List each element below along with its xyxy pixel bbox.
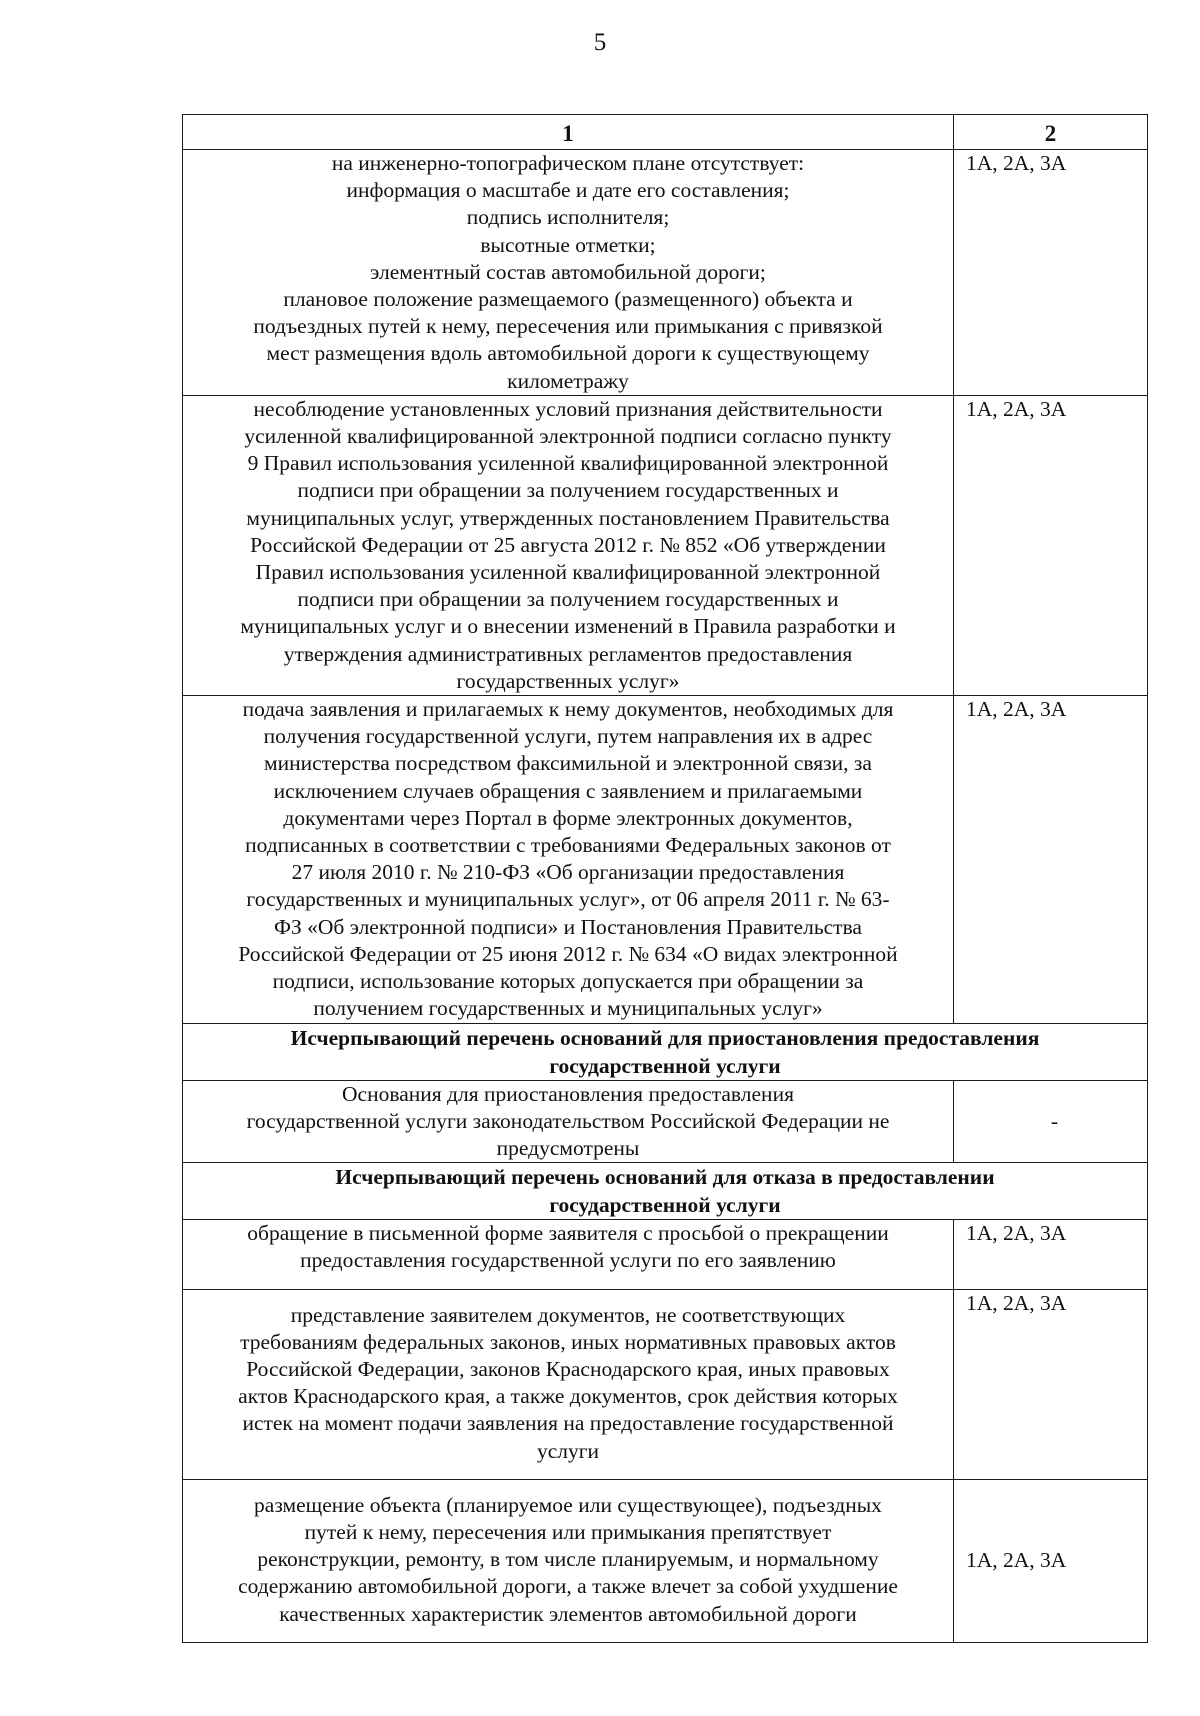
text-line: размещение объекта (планируемое или существующее), подъездных <box>254 1492 882 1517</box>
text-line: Российской Федерации от 25 августа 2012 г. № 852 «Об утверждении <box>250 532 886 557</box>
section-heading-row <box>183 1163 1148 1220</box>
text-line: качественных характеристик элементов автомобильной дороги <box>279 1601 857 1626</box>
text-line: исключением случаев обращения с заявлением и прилагаемыми <box>273 778 863 803</box>
table-row <box>183 1220 1148 1289</box>
text-line: ФЗ «Об электронной подписи» и Постановления Правительства <box>274 914 862 939</box>
text-line: мест размещения вдоль автомобильной дороги к существующему <box>266 341 870 366</box>
heading-line: государственной услуги <box>549 1193 781 1218</box>
row-text-cell <box>183 696 954 1023</box>
section-heading-suspension <box>183 1023 1148 1080</box>
table-row <box>183 1289 1148 1479</box>
text-line: министерства посредством факсимильной и электронной связи, за <box>264 751 872 776</box>
text-line: 9 Правил использования усиленной квалифицированной электронной <box>247 451 889 476</box>
column-header-1: 1 <box>183 115 954 150</box>
text-line: обращение в письменной форме заявителя с просьбой о прекращении <box>247 1221 889 1246</box>
text-line: подъездных путей к нему, пересечения или примыкания с привязкой <box>253 314 883 339</box>
text-line: получением государственных и муниципальных услуг» <box>313 996 823 1021</box>
row-text-cell <box>183 1080 954 1163</box>
table-row <box>183 395 1148 695</box>
text-line: получения государственной услуги, путем направления их в адрес <box>263 724 873 749</box>
row-code-cell: 1А, 2А, 3А <box>954 1289 1148 1479</box>
row-text-cell <box>183 1479 954 1642</box>
section-heading-row <box>183 1023 1148 1080</box>
heading-line: Исчерпывающий перечень оснований для отказа в предоставлении <box>335 1165 995 1190</box>
row-text-cell <box>183 150 954 396</box>
text-line: плановое положение размещаемого (размещенного) объекта и <box>283 287 853 312</box>
text-line: услуги <box>536 1438 600 1463</box>
row-text-cell <box>183 1220 954 1289</box>
row-text-cell <box>183 1289 954 1479</box>
text-line: реконструкции, ремонту, в том числе планируемым, и нормальному <box>257 1547 879 1572</box>
text-line: элементный состав автомобильной дороги; <box>370 259 766 284</box>
text-line: подпись исполнителя; <box>466 205 670 230</box>
text-line: информация о масштабе и дате его составления; <box>346 178 790 203</box>
text-line: содержанию автомобильной дороги, а также влечет за собой ухудшение <box>238 1574 898 1599</box>
text-line: путей к нему, пересечения или примыкания препятствует <box>304 1519 832 1544</box>
text-line: несоблюдение установленных условий признания действительности <box>253 396 883 421</box>
text-line: километражу <box>507 368 629 393</box>
row-code-cell: - <box>954 1080 1148 1163</box>
text-line: государственных и муниципальных услуг», от 06 апреля 2011 г. № 63- <box>246 887 890 912</box>
table-row <box>183 1080 1148 1163</box>
column-header-2: 2 <box>954 115 1148 150</box>
row-code-cell: 1А, 2А, 3А <box>954 395 1148 695</box>
text-line: предоставления государственной услуги по его заявлению <box>300 1248 836 1273</box>
row-code-cell: 1А, 2А, 3А <box>954 696 1148 1023</box>
page-number: 5 <box>593 29 607 56</box>
text-line: предусмотрены <box>496 1135 640 1160</box>
text-line: высотные отметки; <box>480 232 656 257</box>
text-line: представление заявителем документов, не соответствующих <box>290 1302 846 1327</box>
row-code-cell: 1А, 2А, 3А <box>954 1479 1148 1642</box>
text-line: документами через Портал в форме электронных документов, <box>283 805 853 830</box>
text-line: требованиям федеральных законов, иных нормативных правовых актов <box>240 1329 896 1354</box>
text-line: подписи, использование которых допускается при обращении за <box>272 969 864 994</box>
table-row <box>183 696 1148 1023</box>
text-line: подписи при обращении за получением государственных и <box>297 587 839 612</box>
row-code-cell: 1А, 2А, 3А <box>954 150 1148 396</box>
heading-line: Исчерпывающий перечень оснований для приостановления предоставления <box>290 1025 1040 1050</box>
text-line: усиленной квалифицированной электронной подписи согласно пункту <box>244 424 892 449</box>
text-line: на инженерно-топографическом плане отсутствует: <box>331 151 805 175</box>
text-line: подписанных в соответствии с требованиями Федеральных законов от <box>245 833 891 858</box>
text-line: государственных услуг» <box>456 668 680 693</box>
table-header-row <box>183 115 1148 150</box>
grounds-table <box>182 114 1148 1643</box>
text-line: государственной услуги законодательством Российской Федерации не <box>246 1108 890 1133</box>
text-line: Правил использования усиленной квалифицированной электронной <box>255 560 881 585</box>
text-line: актов Краснодарского края, а также документов, срок действия которых <box>238 1384 898 1409</box>
row-text-cell <box>183 395 954 695</box>
section-heading-refusal <box>183 1163 1148 1220</box>
text-line: Основания для приостановления предоставления <box>342 1081 794 1106</box>
table-row <box>183 150 1148 396</box>
row-code-cell: 1А, 2А, 3А <box>954 1220 1148 1289</box>
text-line: истек на момент подачи заявления на предоставление государственной <box>242 1411 894 1436</box>
heading-line: государственной услуги <box>549 1053 781 1078</box>
text-line: Российской Федерации от 25 июня 2012 г. № 634 «О видах электронной <box>238 941 898 966</box>
text-line: муниципальных услуг и о внесении изменений в Правила разработки и <box>240 614 896 639</box>
text-line: утверждения административных регламентов предоставления <box>283 641 853 666</box>
text-line: 27 июля 2010 г. № 210-ФЗ «Об организации предоставления <box>291 860 845 885</box>
text-line: подписи при обращении за получением государственных и <box>297 478 839 503</box>
text-line: подача заявления и прилагаемых к нему документов, необходимых для <box>242 697 894 722</box>
text-line: Российской Федерации, законов Краснодарского края, иных правовых <box>246 1356 890 1381</box>
table-row <box>183 1479 1148 1642</box>
text-line: муниципальных услуг, утвержденных постановлением Правительства <box>246 505 890 530</box>
